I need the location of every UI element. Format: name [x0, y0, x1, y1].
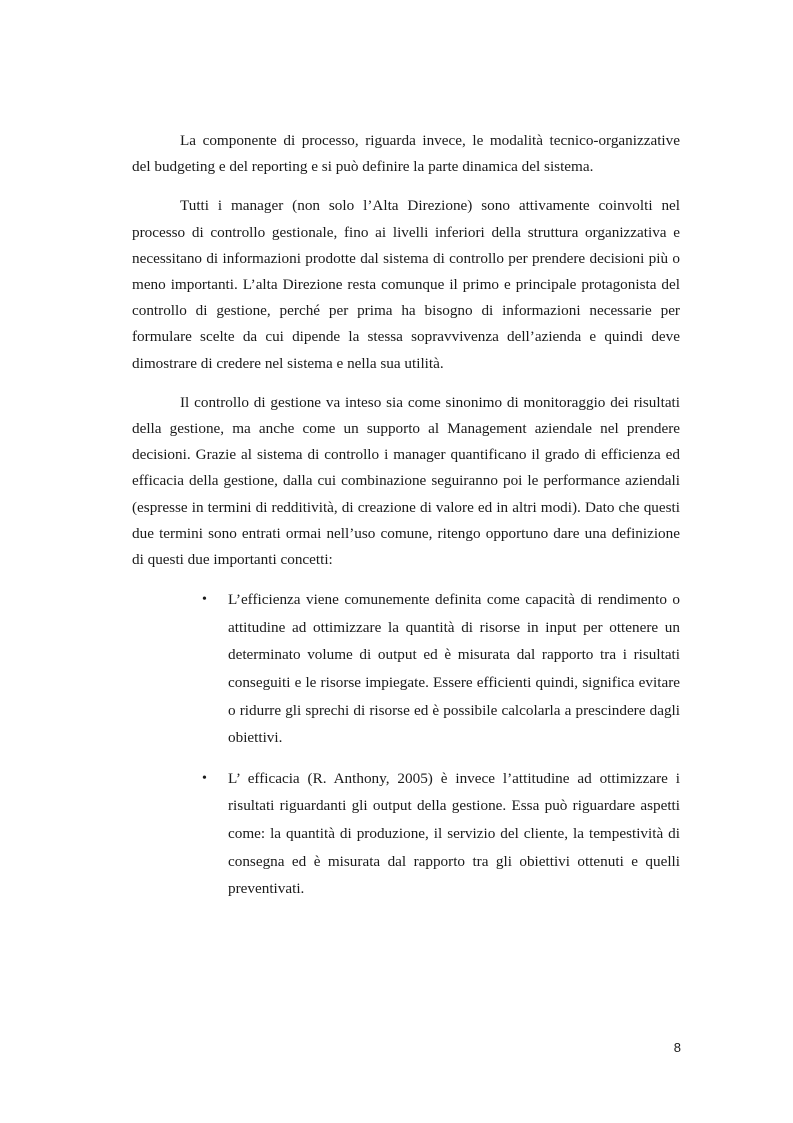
bullet-icon: •	[202, 592, 207, 608]
paragraph-process-component: La componente di processo, riguarda invece, le modalità tecnico-organizzative del budgeting e del reporting e si può definire la parte dinamica del sistema.	[132, 132, 680, 176]
list-item-effectiveness	[202, 765, 680, 903]
definitions-list	[132, 586, 680, 903]
list-item-efficiency	[202, 586, 680, 752]
paragraph-management-control: Il controllo di gestione va inteso sia come sinonimo di monitoraggio dei risultati della gestione, ma anche come un supporto al Management aziendale nel prendere decisioni. Grazie al sistema di controllo i manager quantificano il grado di efficienza ed efficacia della gestione, dalla cui combinazione seguiranno poi le performance aziendali (espresse in termini di redditività, di creazione di valore ed in altri modi). Dato che questi due termini sono entrati ormai nell’uso comune, ritengo opportuno dare una definizione di questi due importanti concetti:	[132, 393, 680, 569]
page-number: 8	[673, 1040, 681, 1055]
paragraph-managers: Tutti i manager (non solo l’Alta Direzione) sono attivamente coinvolti nel processo di controllo gestionale, fino ai livelli inferiori della struttura organizzativa e necessitano di informazioni prodotte dal sistema di controllo per prendere decisioni più o meno importanti. L’alta Direzione resta comunque il primo e principale protagonista del controllo di gestione, perché per prima ha bisogno di informazioni necessarie per formulare scelte da cui dipende la stessa sopravvivenza dell’azienda e quindi deve dimostrare di credere nel sistema e nella sua utilità.	[132, 197, 680, 372]
list-item-text: L’efficienza viene comunemente definita come capacità di rendimento o attitudine ad ottimizzare la quantità di risorse in input per ottenere un determinato volume di output ed è misurata dal rapporto tra i risultati conseguiti e le risorse impiegate. Essere efficienti quindi, significa evitare o ridurre gli sprechi di risorse ed è possibile calcolarla a prescindere dagli obiettivi.	[228, 591, 680, 747]
bullet-icon: •	[202, 770, 207, 786]
document-page	[132, 128, 680, 916]
list-item-text: L’ efficacia (R. Anthony, 2005) è invece l’attitudine ad ottimizzare i risultati riguardanti gli output della gestione. Essa può riguardare aspetti come: la quantità di produzione, il servizio del cliente, la tempestività di consegna ed è misurata dal rapporto tra gli obiettivi ottenuti e quelli preventivati.	[228, 769, 680, 898]
